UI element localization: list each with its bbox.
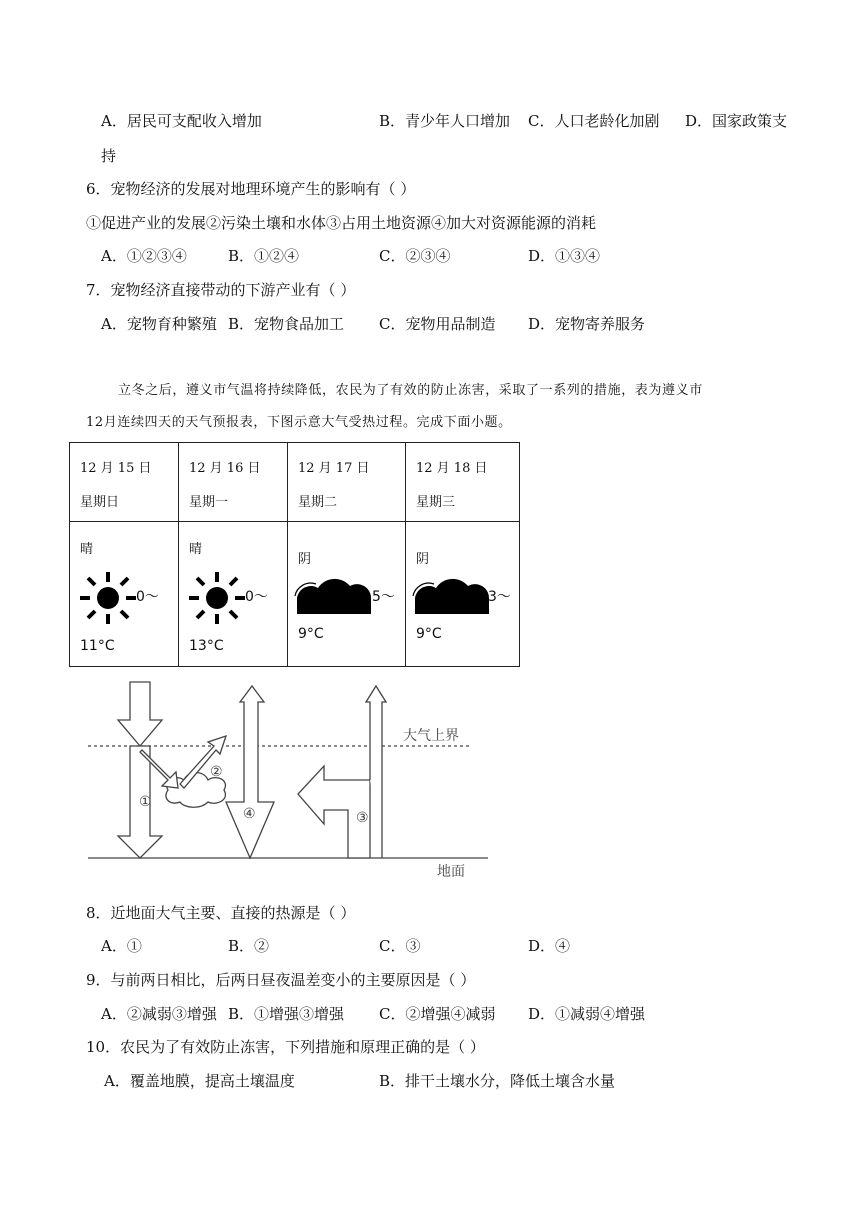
forecast-weekday: 星期二 (298, 495, 338, 510)
q8-option-c: C．③ (379, 937, 421, 955)
forecast-temp: 13°C (189, 638, 224, 654)
forecast-date: 12 月 16 日 (189, 461, 261, 476)
q9-option-b: B．①增强③增强 (228, 1005, 345, 1023)
arrow-4-label: ④ (243, 806, 256, 822)
forecast-weather: 阴 (298, 552, 312, 567)
q7-option-c: C．宠物用品制造 (379, 315, 496, 333)
q9-option-c: C．②增强④减弱 (379, 1005, 496, 1023)
sun-icon (185, 570, 249, 626)
q10-stem: 10．农民为了有效防止冻害，下列措施和原理正确的是（ ） (86, 1038, 485, 1056)
arrow-3-label: ③ (356, 810, 369, 826)
forecast-temp: 9°C (298, 626, 324, 642)
forecast-day-4-header (406, 443, 520, 522)
q7-option-b: B．宠物食品加工 (228, 315, 345, 333)
q9-option-a: A．②减弱③增强 (101, 1005, 217, 1023)
q5-option-d: D．国家政策支 (685, 112, 788, 130)
forecast-day-1-body (70, 522, 179, 667)
forecast-date: 12 月 15 日 (80, 461, 152, 476)
q10-option-b: B．排干土壤水分，降低土壤含水量 (379, 1072, 616, 1090)
forecast-date: 12 月 17 日 (298, 461, 370, 476)
q9-stem: 9．与前两日相比，后两日昼夜温差变小的主要原因是（ ） (86, 971, 476, 989)
q9-option-d: D．①减弱④增强 (528, 1005, 646, 1023)
q8-option-a: A．① (101, 937, 142, 955)
forecast-range: 5～ (372, 589, 395, 605)
q8-stem: 8．近地面大气主要、直接的热源是（ ） (86, 904, 356, 922)
atmospheric-heating-diagram (80, 676, 500, 886)
upper-boundary-label: 大气上界 (403, 728, 459, 744)
q5-option-c: C．人口老龄化加剧 (528, 112, 660, 130)
forecast-range: 0～ (136, 589, 159, 605)
q6-option-c: C．②③④ (379, 247, 451, 265)
ground-label: 地面 (437, 864, 465, 880)
q6-stem: 6．宠物经济的发展对地理环境产生的影响有（ ） (86, 180, 416, 198)
arrow-4-atmospheric-radiation (226, 686, 274, 858)
forecast-header-row (70, 443, 520, 522)
weather-forecast-table (69, 442, 520, 667)
forecast-weather: 晴 (189, 542, 203, 557)
forecast-weather: 晴 (80, 542, 94, 557)
forecast-day-1-header (70, 443, 179, 522)
forecast-date: 12 月 18 日 (416, 461, 488, 476)
q5-option-d-continued: 持 (101, 147, 117, 165)
passage-line-2: 12月连续四天的天气预报表，下图示意大气受热过程。完成下面小题。 (86, 415, 512, 430)
q7-stem: 7．宠物经济直接带动的下游产业有（ ） (86, 281, 356, 299)
q7-option-a: A．宠物育种繁殖 (101, 315, 217, 333)
forecast-temp: 9°C (416, 626, 442, 642)
q6-option-d: D．①③④ (528, 247, 601, 265)
forecast-weekday: 星期日 (80, 495, 120, 510)
sun-icon (76, 570, 140, 626)
q6-option-a: A．①②③④ (101, 247, 187, 265)
arrow-2-label: ② (210, 764, 223, 780)
q10-option-a: A．覆盖地膜，提高土壤温度 (104, 1072, 295, 1090)
q5-option-b: B．青少年人口增加 (379, 112, 511, 130)
q5-option-a: A．居民可支配收入增加 (101, 112, 262, 130)
forecast-weekday: 星期一 (189, 495, 229, 510)
forecast-range: 0～ (245, 589, 268, 605)
arrow-1-label: ① (139, 794, 152, 810)
forecast-body-row (70, 522, 520, 667)
forecast-day-3-body (288, 522, 406, 667)
cloud-icon (294, 572, 374, 616)
q8-option-b: B．② (228, 937, 270, 955)
forecast-day-3-header (288, 443, 406, 522)
forecast-range: 3～ (488, 589, 511, 605)
forecast-day-2-body (179, 522, 288, 667)
forecast-temp: 11°C (80, 638, 115, 654)
incoming-solar-arrow (118, 682, 162, 746)
forecast-weather: 阴 (416, 552, 430, 567)
q8-option-d: D．④ (528, 937, 571, 955)
q7-option-d: D．宠物寄养服务 (528, 315, 646, 333)
q6-statements: ①促进产业的发展②污染土壤和水体③占用土地资源④加大对资源能源的消耗 (86, 214, 597, 232)
forecast-day-2-header (179, 443, 288, 522)
passage-line-1: 立冬之后，遵义市气温将持续降低，农民为了有效的防止冻害，采取了一系列的措施，表为遵义市 (118, 383, 703, 398)
q6-option-b: B．①②④ (228, 247, 300, 265)
cloud-icon (412, 572, 492, 616)
forecast-weekday: 星期三 (416, 495, 456, 510)
forecast-day-4-body (406, 522, 520, 667)
